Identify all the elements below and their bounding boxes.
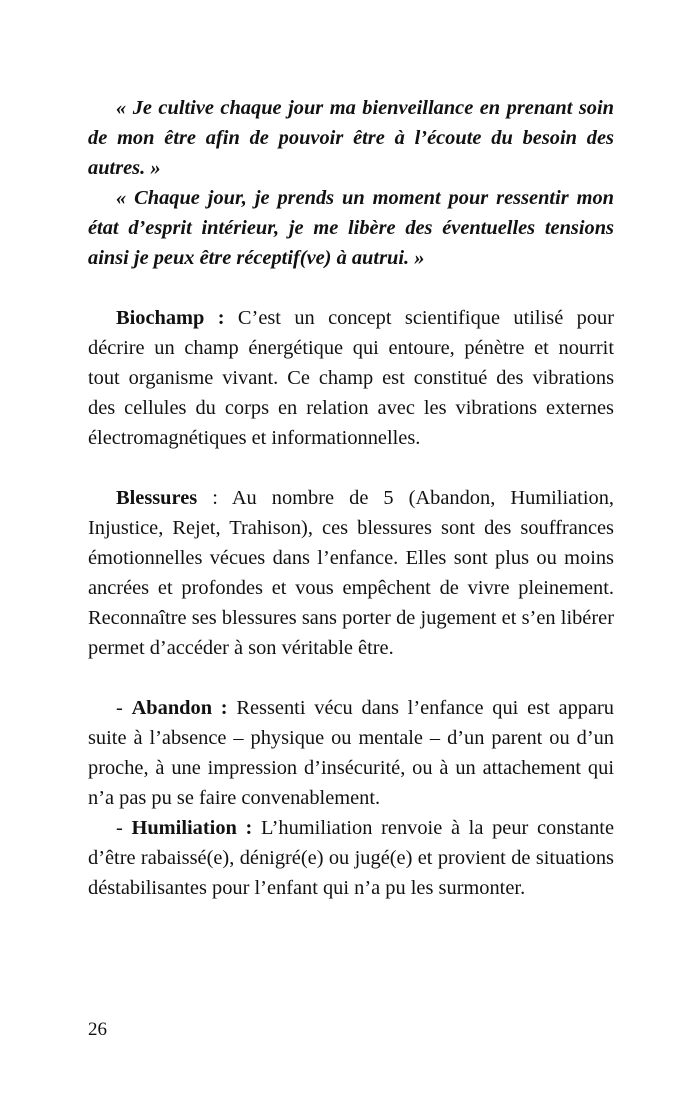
entry-abandon [88,693,614,813]
paragraph-spacer [88,663,614,693]
page-body [88,93,614,903]
entry-blessures [88,483,614,663]
entry-prefix: - [116,817,132,839]
entry-term: Biochamp : [116,307,225,329]
page-number: 26 [88,1019,107,1040]
affirmation-2: « Chaque jour, je prends un moment pour ressentir mon état d’esprit intérieur, je me libère des éventuelles tensions ainsi je peux être réceptif(ve) à autrui. » [88,187,614,269]
entry-term: Abandon : [131,697,228,719]
entry-definition: L’humiliation renvoie à la peur constante d’être rabaissé(e), dénigré(e) ou jugé(e) et provient de situations déstabilisantes pour l’enfant qui n’a pu les surmonter. [88,817,615,899]
entry-definition: Ressenti vécu dans l’enfance qui est apparu suite à l’absence – physique ou mentale – d’un parent ou d’un proche, à une impression d’insécurité, ou à un attachement qui n’a pas pu se faire convenablement. [88,697,614,809]
affirmation-1: « Je cultive chaque jour ma bienveillance en prenant soin de mon être afin de pouvoir être à l’écoute du besoin des autres. » [88,97,614,179]
entry-prefix: - [116,697,132,719]
entry-term: Blessures [116,487,198,509]
entry-humiliation [88,813,614,903]
entry-biochamp [88,303,614,453]
paragraph-spacer [88,453,614,483]
entry-definition: C’est un concept scientifique utilisé pour décrire un champ énergétique qui entoure, pénètre et nourrit tout organisme vivant. Ce champ est constitué des vibrations des cellules du corps en relation avec les vibrations externes électromagnétiques et informationnelles. [88,307,614,449]
entry-term: Humiliation : [131,817,253,839]
entry-definition: : Au nombre de 5 (Abandon, Humiliation, Injustice, Rejet, Trahison), ces blessures sont des souffrances émotionnelles vécues dans l’enfance. Elles sont plus ou moins ancrées et profondes et vous empêchent de vivre pleinement. Reconnaître ses blessures sans porter de jugement et s’en libérer permet d’accéder à son véritable être. [88,487,614,659]
paragraph-spacer [88,273,614,303]
